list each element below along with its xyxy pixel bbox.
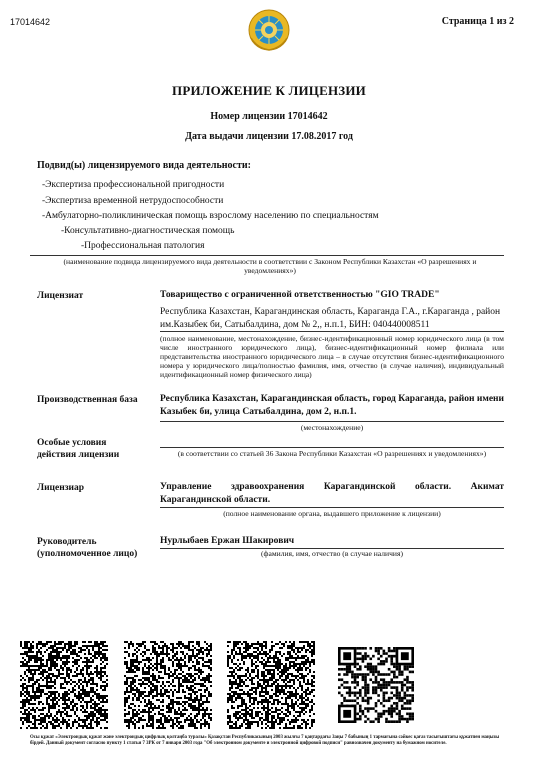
divider	[160, 447, 504, 448]
qr-code	[124, 641, 212, 729]
license-number: Номер лицензии 17014642	[210, 111, 328, 122]
licensor-caption: (полное наименование органа, выдавшего приложение к лицензии)	[223, 509, 441, 518]
activities-caption: (наименование подвида лицензируемого вида деятельности в соответствии с Законом Республики Казахстан «О разрешениях и уведомлениях»)	[63, 257, 477, 276]
head-label-line1: Руководитель	[37, 537, 97, 547]
footer-legal-text: Осы құжат «Электрондық құжат және электрондық цифрлық қолтаңба туралы» Қазақстан Республикасының 2003 жылғы 7 қаңтардағы Заңы 7 бабының 1 тармағына сәйкес қағаз тасығыштағы құжатпен маңызы бірдей. Данный документ согласно пункту 1 статьи 7 ЗРК от 7 января 2003 года "Об электронном документе и электронной цифровой подписи" равнозначен документу на бумажном носителе.	[30, 735, 500, 746]
issue-date: Дата выдачи лицензии 17.08.2017 год	[185, 131, 353, 142]
licensee-name: Товарищество с ограниченной ответственностью "GIO TRADE"	[160, 290, 440, 300]
activities-heading: Подвид(ы) лицензируемого вида деятельности:	[37, 160, 251, 171]
divider	[160, 331, 504, 332]
special-conditions-label-line1: Особые условия	[37, 438, 107, 448]
licensor-label: Лицензиар	[37, 483, 85, 493]
qr-code	[227, 641, 315, 729]
activity-item: -Амбулаторно-поликлиническая помощь взрослому населению по специальностям	[42, 211, 379, 221]
production-base-value: Республика Казахстан, Карагандинская область, город Караганда, район имени Казыбек би, улица Сатыбалдина, дом 2, н.п.1.	[160, 394, 504, 417]
head-label-line2: (уполномоченное лицо)	[37, 549, 138, 560]
kazakhstan-state-emblem-icon	[247, 8, 291, 52]
document-number: 17014642	[10, 17, 51, 27]
head-name: Нурлыбаев Ержан Шакирович	[160, 536, 295, 546]
special-conditions-label	[37, 437, 119, 462]
activity-item: -Консультативно-диагностическая помощь	[61, 226, 235, 236]
divider	[160, 421, 504, 422]
production-base-label: Производственная база	[37, 395, 138, 405]
licensor-value: Управление здравоохранения Карагандинской области. Акимат Карагандинской области.	[160, 482, 504, 505]
head-caption: (фамилия, имя, отчество (в случае наличия)	[261, 549, 403, 558]
activity-item: -Экспертиза профессиональной пригодности	[42, 180, 225, 190]
licensee-address: Республика Казахстан, Карагандинская область, Караганда Г.А., г.Караганда , район им.Казыбек би, Сатыбалдина, дом № 2,, н.п.1, БИН: 040440008511	[160, 307, 501, 330]
licensee-caption: (полное наименование, местонахождение, бизнес-идентификационный номер юридического лица (в том числе иностранного юридического лица), бизнес-идентификационный номер филиала или представительства иностранного юридического лица – в случае отсутствия бизнес-идентификационного номера у юридического лица/полностью фамилия, имя, отчество (в случае наличия), индивидуальный идентификационный номер физического лица)	[160, 334, 504, 380]
activity-item: -Профессиональная патология	[81, 241, 205, 251]
divider	[160, 507, 504, 508]
document-title: ПРИЛОЖЕНИЕ К ЛИЦЕНЗИИ	[172, 83, 366, 98]
head-label	[37, 536, 137, 561]
qr-code	[20, 641, 108, 729]
qr-code	[338, 647, 414, 723]
production-base-caption: (местонахождение)	[300, 423, 364, 432]
special-conditions-caption: (в соответствии со статьей 36 Закона Республики Казахстан «О разрешениях и уведомлениях»)	[177, 449, 487, 458]
divider	[30, 255, 504, 256]
licensee-label: Лицензиат	[37, 291, 84, 301]
special-conditions-label-line2: действия лицензии	[37, 450, 120, 461]
activity-item: -Экспертиза временной нетрудоспособности	[42, 196, 224, 206]
page-counter: Страница 1 из 2	[441, 16, 514, 27]
